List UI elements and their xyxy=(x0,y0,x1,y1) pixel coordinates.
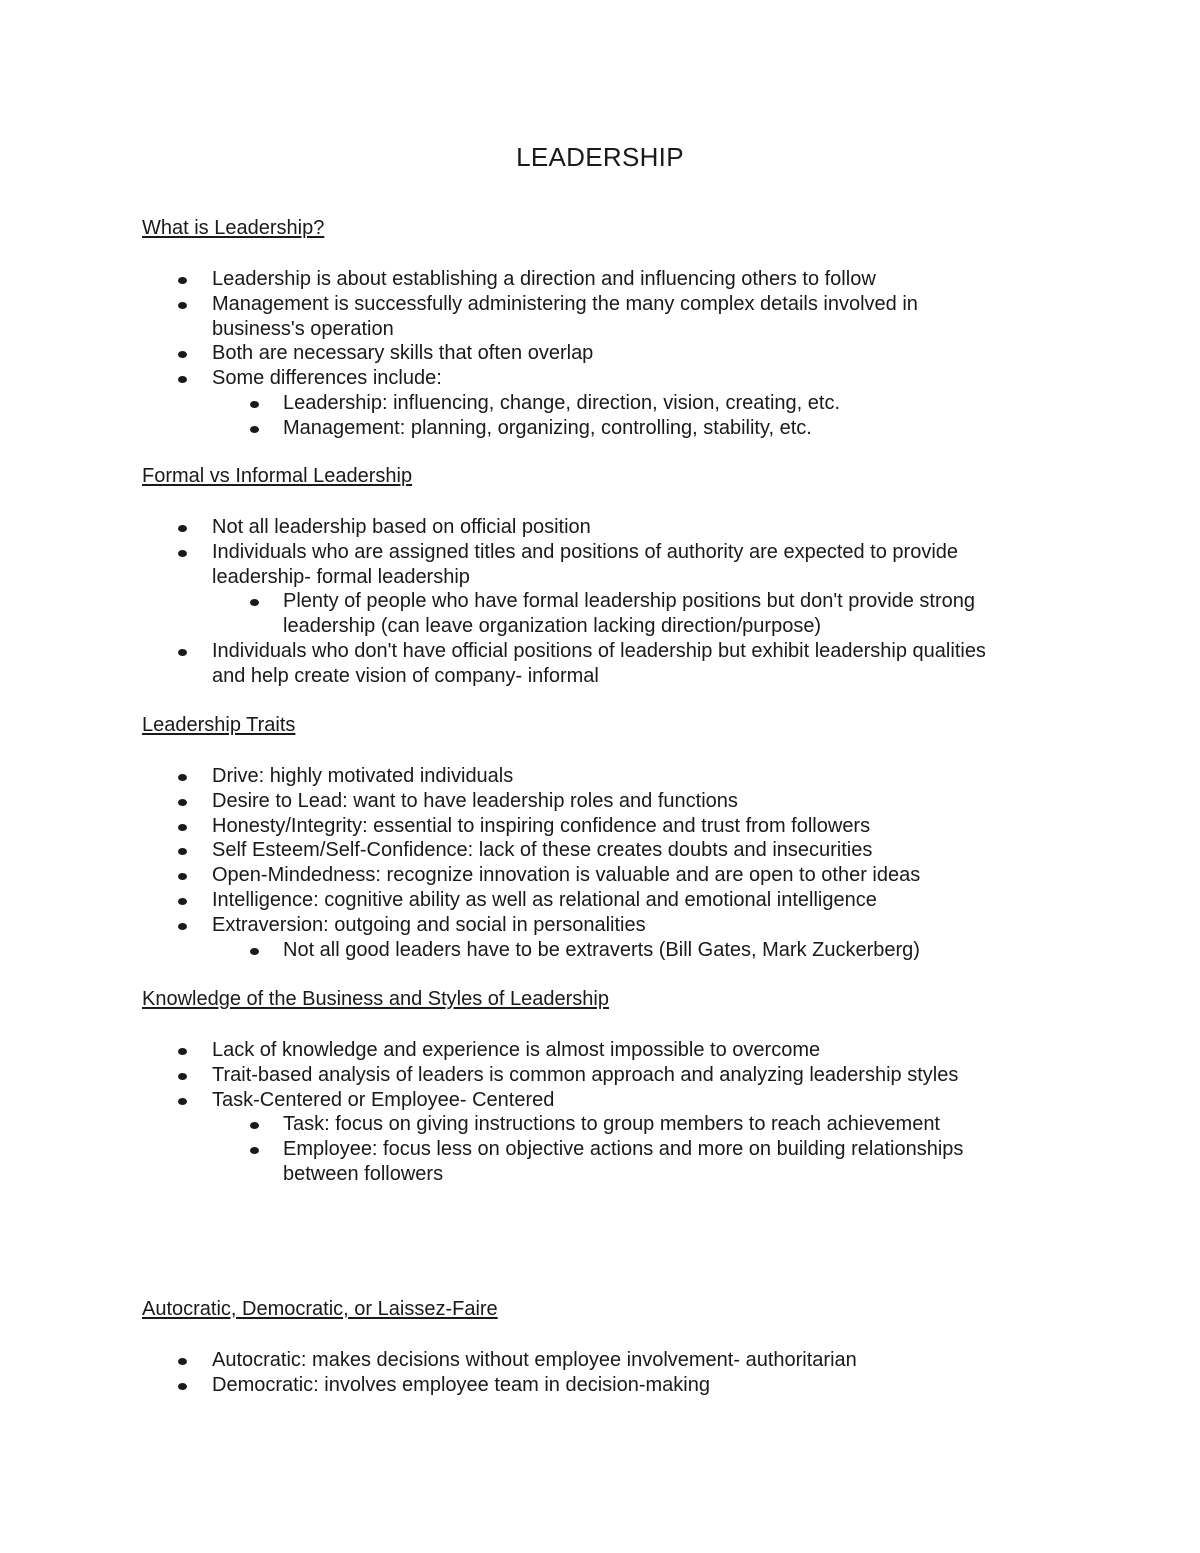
list-item-text: Intelligence: cognitive ability as well as relational and emotional intelligence xyxy=(212,888,877,911)
list-item-text: Democratic: involves employee team in decision-making xyxy=(212,1373,710,1396)
bullet-icon xyxy=(250,1122,259,1129)
list-item xyxy=(0,838,1200,863)
list-item-text: Self Esteem/Self-Confidence: lack of these creates doubts and insecurities xyxy=(212,839,873,862)
list-item xyxy=(0,639,1200,689)
bullet-icon xyxy=(178,898,187,905)
section-heading-autocratic-democratic: Autocratic, Democratic, or Laissez-Faire xyxy=(142,1298,498,1320)
list-item xyxy=(0,814,1200,839)
bullet-icon xyxy=(178,873,187,880)
list-item-text: Both are necessary skills that often overlap xyxy=(212,342,594,365)
bullet-icon xyxy=(178,923,187,930)
bullet-icon xyxy=(178,550,187,557)
bullet-icon xyxy=(178,1098,187,1105)
list-item xyxy=(0,888,1200,913)
bullet-icon xyxy=(250,599,259,606)
section-heading-formal-vs-informal: Formal vs Informal Leadership xyxy=(142,465,413,487)
list-item-text: Open-Mindedness: recognize innovation is valuable and are open to other ideas xyxy=(212,864,921,887)
list-item xyxy=(0,1088,1200,1113)
bullet-icon xyxy=(250,426,259,433)
list-item-text: Task-Centered or Employee- Centered xyxy=(212,1088,555,1111)
list-item-text: Employee: focus less on objective actions and more on building relationships between followers xyxy=(283,1138,964,1185)
list-item-text: Not all leadership based on official position xyxy=(212,516,591,538)
list-item xyxy=(0,267,1200,292)
bullet-icon xyxy=(178,799,187,806)
bullet-icon xyxy=(250,1147,259,1154)
bullet-icon xyxy=(178,824,187,831)
bullet-icon xyxy=(178,277,187,284)
bullet-icon xyxy=(178,525,187,532)
bullet-icon xyxy=(178,302,187,309)
bullet-icon xyxy=(178,1383,187,1390)
list-item xyxy=(0,341,1200,366)
section-heading-knowledge-and-styles: Knowledge of the Business and Styles of Leadership xyxy=(142,988,609,1010)
list-item-text: Honesty/Integrity: essential to inspiring confidence and trust from followers xyxy=(212,814,871,837)
bullet-list xyxy=(0,515,1200,689)
sub-list-item xyxy=(0,416,1200,441)
list-item xyxy=(0,1063,1200,1088)
list-item-text: Management is successfully administering the many complex details involved in business's operation xyxy=(212,292,918,340)
list-item-text: Not all good leaders have to be extraverts (Bill Gates, Mark Zuckerberg) xyxy=(283,938,920,961)
list-item-text: Lack of knowledge and experience is almost impossible to overcome xyxy=(212,1039,821,1061)
list-item xyxy=(0,913,1200,938)
list-item xyxy=(0,789,1200,814)
sub-list-item xyxy=(0,1112,1200,1137)
bullet-list xyxy=(0,764,1200,962)
list-item xyxy=(0,366,1200,391)
sub-list-item xyxy=(0,589,1200,639)
bullet-icon xyxy=(178,848,187,855)
bullet-list xyxy=(0,1038,1200,1187)
list-item xyxy=(0,1038,1200,1063)
list-item xyxy=(0,292,1200,342)
bullet-icon xyxy=(178,376,187,383)
bullet-icon xyxy=(250,401,259,408)
list-item-text: Drive: highly motivated individuals xyxy=(212,765,514,787)
bullet-list xyxy=(0,1348,1200,1398)
list-item xyxy=(0,863,1200,888)
list-item-text: Extraversion: outgoing and social in personalities xyxy=(212,913,646,936)
list-item-text: Task: focus on giving instructions to group members to reach achievement xyxy=(283,1113,940,1136)
list-item-text: Management: planning, organizing, controlling, stability, etc. xyxy=(283,416,812,439)
section-heading-leadership-traits: Leadership Traits xyxy=(142,714,296,736)
list-item xyxy=(0,1348,1200,1373)
bullet-icon xyxy=(250,948,259,955)
bullet-icon xyxy=(178,1073,187,1080)
list-item-text: Plenty of people who have formal leadership positions but don't provide strong leadership (can leave organization lacking direction/purpose) xyxy=(283,590,976,638)
bullet-icon xyxy=(178,1048,187,1055)
list-item-text: Leadership: influencing, change, direction, vision, creating, etc. xyxy=(283,391,841,414)
list-item xyxy=(0,540,1200,590)
list-item xyxy=(0,764,1200,789)
bullet-icon xyxy=(178,649,187,656)
list-item xyxy=(0,1373,1200,1398)
sub-list-item xyxy=(0,938,1200,963)
list-item-text: Trait-based analysis of leaders is common approach and analyzing leadership styles xyxy=(212,1063,959,1086)
bullet-icon xyxy=(178,1358,187,1365)
list-item-text: Some differences include: xyxy=(212,367,442,390)
list-item xyxy=(0,515,1200,540)
bullet-icon xyxy=(178,351,187,358)
page-title: LEADERSHIP xyxy=(516,142,684,172)
list-item-text: Leadership is about establishing a direction and influencing others to follow xyxy=(212,268,876,290)
list-item-text: Individuals who are assigned titles and positions of authority are expected to provide leadership- formal leadership xyxy=(212,540,959,588)
sub-list-item xyxy=(0,1137,1200,1187)
section-heading-what-is-leadership: What is Leadership? xyxy=(142,217,325,239)
bullet-icon xyxy=(178,774,187,781)
bullet-list xyxy=(0,267,1200,441)
list-item-text: Autocratic: makes decisions without employee involvement- authoritarian xyxy=(212,1349,857,1371)
list-item-text: Individuals who don't have official positions of leadership but exhibit leadership qualities and help create vision of company- informal xyxy=(212,639,986,687)
sub-list-item xyxy=(0,391,1200,416)
list-item-text: Desire to Lead: want to have leadership roles and functions xyxy=(212,789,738,812)
